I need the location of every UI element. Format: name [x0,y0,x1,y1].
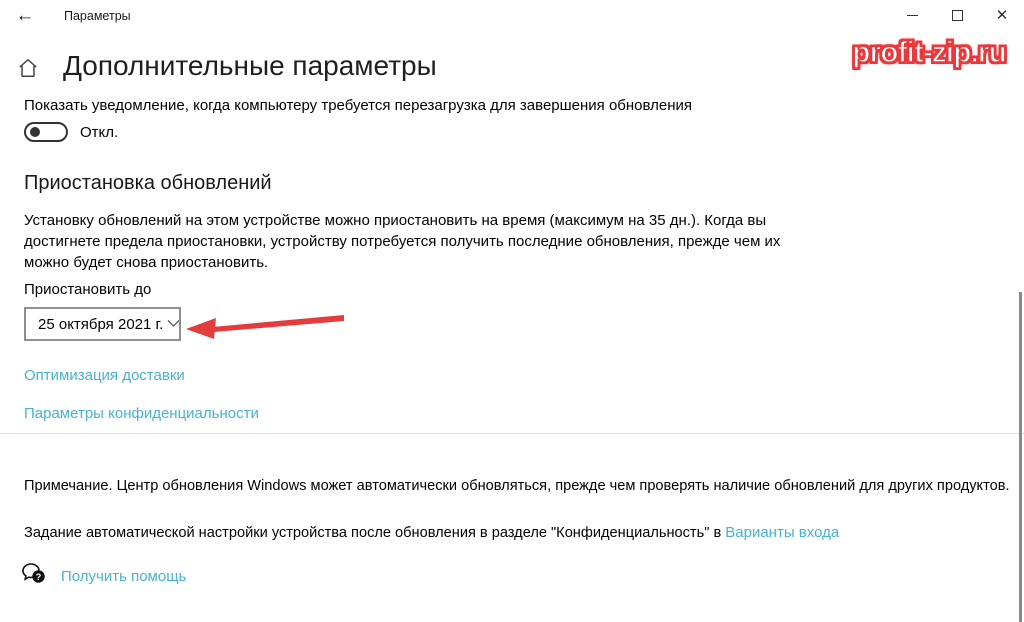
vertical-scrollbar[interactable] [1019,292,1022,622]
watermark: profit-zip.ru [852,36,1006,69]
minimize-icon [907,15,918,16]
back-button[interactable] [10,2,40,30]
close-icon: ✕ [995,7,1009,24]
privacy-settings-link[interactable]: Параметры конфиденциальности [24,405,259,422]
signin-options-text: Задание автоматической настройки устройства после обновления в разделе "Конфиденциальность" в [24,525,726,541]
maximize-button[interactable] [940,0,974,30]
back-arrow-icon: ← [15,5,35,26]
pause-updates-description: Установку обновлений на этом устройстве можно приостановить на время (максимум на 35 дн.). Когда вы достигнете предела приостановки, устройству потребуется получить последние обновления, прежде чем их можно будет снова приостановить. [24,212,781,271]
page-title: Дополнительные параметры [63,50,437,81]
window-title: Параметры [64,9,131,23]
help-chat-icon [22,563,46,590]
get-help-link[interactable]: Получить помощь [61,568,187,585]
windows-update-note: Примечание. Центр обновления Windows может автоматически обновляться, прежде чем проверять наличие обновлений для других продуктов. [24,478,1010,494]
signin-options-line [24,522,1019,544]
toggle-state-label: Откл. [80,124,119,141]
section-divider [0,433,1024,434]
home-icon [17,57,39,84]
toggle-knob [30,127,40,137]
restart-notification-toggle[interactable] [24,122,68,142]
minimize-button[interactable] [895,0,929,30]
maximize-icon [952,10,963,21]
signin-options-link[interactable]: Варианты входа [725,524,840,541]
pause-date-dropdown[interactable] [24,307,181,341]
svg-text:?: ? [35,571,42,582]
pause-updates-heading: Приостановка обновлений [24,172,272,194]
restart-notification-text: Показать уведомление, когда компьютеру требуется перезагрузка для завершения обновления [24,97,693,114]
delivery-optimization-link[interactable]: Оптимизация доставки [24,367,185,384]
chevron-down-icon [167,315,180,333]
pause-date-value: 25 октября 2021 г. [38,315,164,333]
get-help-row [22,563,186,590]
pause-until-label: Приостановить до [24,281,152,298]
red-arrow-annotation-icon [184,302,349,349]
close-button[interactable] [985,0,1019,30]
